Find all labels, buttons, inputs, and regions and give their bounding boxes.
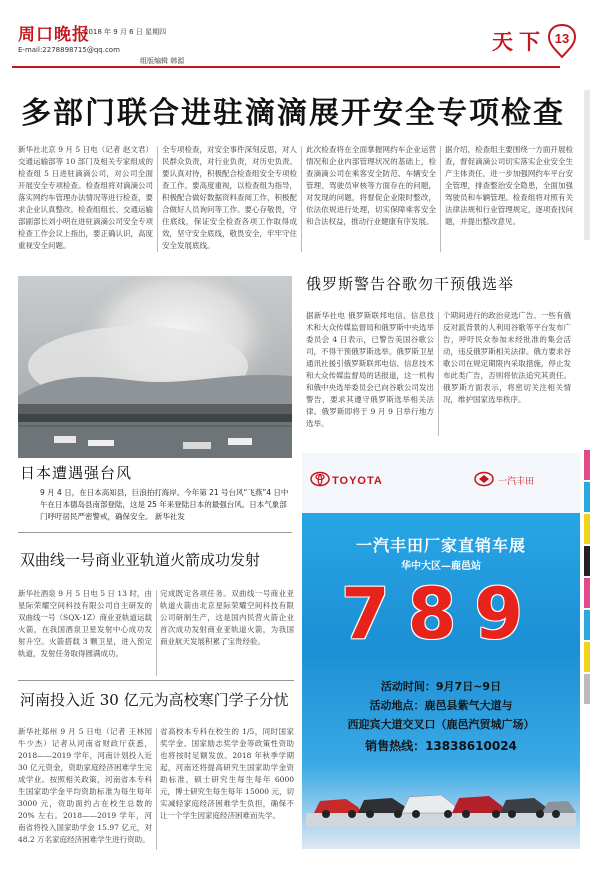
rocket-article-col2: 完成既定各项任务。双曲线一号商业亚轨道火箭由北京星际荣耀空间科技有限公司研制生产，这是国内民营火箭企业首次成功发射商业亚轨道火箭，为我国商业航天发展积累了宝贵经验。 — [160, 589, 294, 646]
section-title: 天下 — [492, 29, 546, 54]
typhoon-wave-photo — [18, 276, 292, 458]
main-headline: 多部门联合进驻滴滴展开安全专项检查 — [21, 96, 565, 131]
russia-google-title: 俄罗斯警告谷歌勿干预俄选举 — [306, 275, 515, 293]
editor-credit: 组版编辑 韩源 — [140, 57, 185, 65]
ad-event-place-line2: 西迎宾大道交叉口（鹿邑汽贸城广场） — [347, 718, 535, 731]
ad-event-place: 活动地点：鹿邑县紫气大道与 — [369, 699, 513, 712]
article-column-2: 全专项检查，对安全事件深刻反思，对人民群众负责，对行业负责，对历史负责。要认真对待，积极配合检查组安全专项检查工作。要高度重视，以检查组为指导，积极配合做好数据资料查阅工作，积极配合做好人员询问等工作。要心存敬畏，守住底线，保证安全检查各项工作取得成效，坚守安全底线，敬畏安全，牢牢守住安全发展底线。 — [162, 145, 297, 250]
dateline: 2018 年 9 月 6 日 星期四 — [84, 28, 167, 36]
column-divider — [301, 146, 302, 252]
car-lineup-image — [306, 773, 576, 827]
column-divider — [156, 728, 157, 850]
henan-tuition-title: 河南投入近 30 亿元为高校寒门学子分忧 — [20, 691, 289, 709]
russia-article-col2: 个期间进行的政治竞选广告。一些有俄反对派背景的人利用谷歌等平台发布广告，呼吁民众参加未经批准的集会活动，违反俄罗斯相关法律。俄方要求谷歌公司在规定期限内采取措施，停止发布此类广告，否则将依法追究其责任。俄罗斯方面表示，将密切关注相关情况，维护国家选举秩序。 — [443, 311, 571, 404]
section-divider — [18, 532, 292, 533]
ad-hotline: 销售热线：13838610024 — [365, 739, 517, 753]
japan-typhoon-title: 日本遭遇强台风 — [20, 464, 133, 482]
article-column-1: 新华社北京 9 月 5 日电（记者 赵文君）交通运输部等 10 部门及相关专家组成的检查组 5 日进驻滴滴公司，对公司全面开展安全专项检查。检查组将对滴滴公司落实网约车管理办法情况等进行检查，要求企业认真整改。检查组组长、交通运输部副部长刘小明在进驻滴滴公司安全专项检查工作会议上指出，要正确认识，高度重视安全问题。 — [18, 145, 153, 250]
ad-subtitle: 华中大区—鹿邑站 — [401, 561, 481, 572]
page-number-badge — [547, 24, 577, 58]
column-divider — [438, 312, 439, 436]
column-divider — [156, 590, 157, 676]
print-color-strip — [580, 90, 594, 890]
toyota-logo-icon — [310, 471, 330, 487]
header-divider — [12, 66, 560, 68]
russia-article-col1: 据新华社电 俄罗斯联邦电信、信息技术和大众传媒监督局和俄罗斯中央选举委员会 4 日表示，已警告美国谷歌公司，不得干预俄罗斯选举。俄罗斯卫星通讯社援引俄罗斯联邦电信、信息技术和大众传媒监督局的话报道，这一机构和俄中央选举委员会已向谷歌公司发出警告，要求其遵守俄罗斯选举相关法律。俄罗斯即将于 9 月 9 日举行地方选举。 — [306, 311, 434, 428]
page-number: 13 — [554, 31, 570, 46]
article-column-3: 此次检查将在全面掌握网约车企业运营情况和企业内部管理状况的基础上，检查滴滴公司在乘客安全防范、车辆安全管理、驾驶员审核等方面存在的问题，对发现的问题，将督促企业限时整改，依法依规进行处理，切实保障乘客安全和合法权益，推动行业健康有序发展。 — [306, 145, 436, 226]
faw-logo-icon — [474, 471, 494, 487]
ad-brand-left: TOYOTA — [332, 475, 383, 487]
column-divider — [440, 146, 441, 252]
masthead-logo: 周口晚报 — [18, 25, 90, 45]
article-column-4: 据介绍，检查组主要围绕一方面开展检查，督促滴滴公司切实落实企业安全生产主体责任，进一步加强网约车平台安全管理，排查整治安全隐患，全面加强驾驶员和车辆管理。检查组将对照有关法律法规和行业管理规定，逐项查找问题，并提出整改意见。 — [445, 145, 573, 226]
tuition-article-col1: 新华社郑州 9 月 5 日电（记者 王林园 牛少杰）记者从河南省财政厅获悉，2018——2019 学年，河南计划投入近 30 亿元资金，资助家庭经济困难学生完成学业。按照相关政策，河南省本专科生国家助学金平均资助标准为每生每年 3000 元，资助面约占在校生总数的 20% 左右。2018——2019 学年，河南省将投入国家助学金 15.97 亿元，对 48.2 万名家庭经济困难学生进行资助。 — [18, 727, 152, 844]
rocket-article-col1: 新华社酒泉 9 月 5 日电 5 日 13 时，由星际荣耀空间科技有限公司自主研发的双曲线一号（SQX-1Z）商业亚轨道运载火箭，在我国酒泉卫星发射中心成功发射升空。火箭搭载 3 颗卫星，进入预定轨道，发射任务取得圆满成功。 — [18, 589, 152, 658]
ad-title: 一汽丰田厂家直销车展 — [355, 536, 526, 555]
japan-typhoon-caption: 9 月 4 日，在日本高知县，巨浪拍打海岸。今年第 21 号台风“飞燕”4 日中午在日本德岛县南部登陆，这是 25 年来登陆日本的最强台风。日本气象部门呼吁居民严密警戒，确保安全。 新华社发 — [40, 488, 289, 521]
tuition-article-col2: 省高校本专科在校生的 1/5，同时国家奖学金、国家励志奖学金等政策性资助也将按时足额发放。2018 年秋季学期起，河南还将提高研究生国家助学金资助标准，硕士研究生每生每年 6000 元，博士研究生每生每年 15000 元，切实减轻家庭经济困难学生负担，确保不让一个学生因家庭经济困难而失学。 — [160, 727, 294, 820]
ad-event-time: 活动时间：9月7日~9日 — [380, 680, 502, 693]
toyota-ad — [302, 453, 580, 849]
ad-brand-right: 一汽丰田 — [498, 477, 535, 487]
ad-price: 789 — [340, 573, 542, 655]
column-divider — [157, 146, 158, 252]
section-divider — [18, 680, 294, 681]
contact-email: E-mail:2278898715@qq.com — [18, 46, 120, 54]
rocket-launch-title: 双曲线一号商业亚轨道火箭成功发射 — [20, 551, 261, 569]
